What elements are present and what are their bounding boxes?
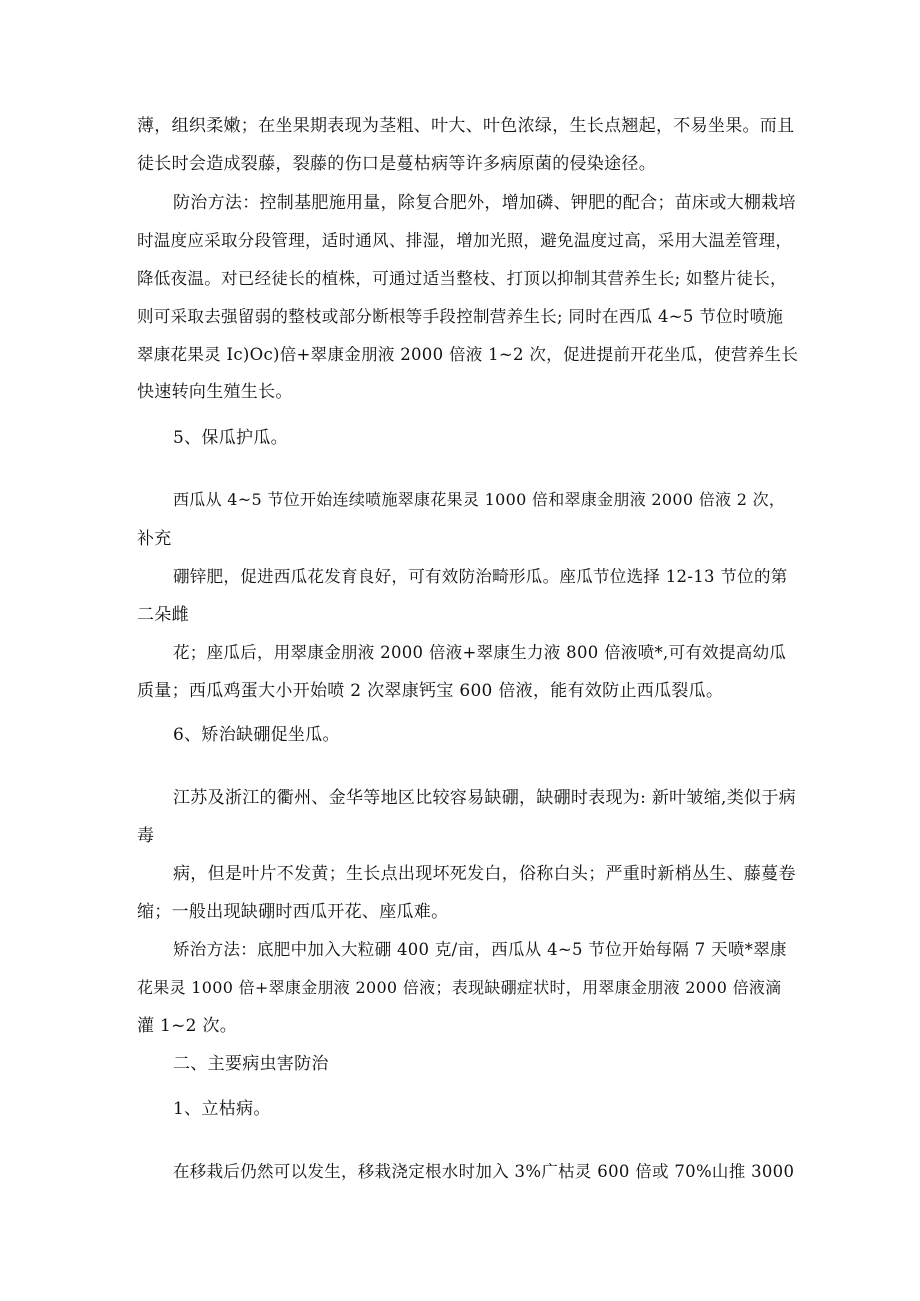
text-line: 毒: [137, 826, 155, 846]
paragraph-line: 防治方法：控制基肥施用量，除复合肥外，增加磷、钾肥的配合；苗床或大棚栽培: [173, 193, 796, 213]
paragraph-line: 矫治方法：底肥中加入大粒硼 400 克/亩，西瓜从 4~5 节位开始每隔 7 天喷*翠康: [173, 940, 787, 959]
paragraph-line: 江苏及浙江的衢州、金华等地区比较容易缺硼，缺硼时表现为: 新叶皱缩,类似于病: [173, 788, 796, 808]
paragraph-line: 在移栽后仍然可以发生，移栽浇定根水时加入 3%广枯灵 600 倍或 70%山推 3000: [173, 1162, 795, 1181]
text-line: 徒长时会造成裂藤，裂藤的伤口是蔓枯病等许多病原菌的侵染途径。: [137, 154, 656, 174]
paragraph-line: 病，但是叶片不发黄；生长点出现坏死发白，俗称白头；严重时新梢丛生、藤蔓卷: [173, 864, 796, 884]
text-line: 花果灵 1000 倍+翠康金朋液 2000 倍液；表现缺硼症状时，用翠康金朋液 2000 倍液滴: [137, 978, 782, 997]
paragraph-line: 西瓜从 4~5 节位开始连续喷施翠康花果灵 1000 倍和翠康金朋液 2000 倍液 2 次，: [173, 490, 786, 509]
text-line: 降低夜温。对已经徒长的植株，可通过适当整枝、打顶以抑制其营养生长; 如整片徒长，: [137, 269, 787, 288]
text-line: 时温度应采取分段管理，适时通风、排湿，增加光照，避免温度过高，采用大温差管理，: [137, 231, 793, 250]
text-line: 快速转向生殖生长。: [137, 382, 293, 402]
text-line: 则可采取去强留弱的整枝或部分断根等手段控制营养生长; 同时在西瓜 4~5 节位时喷施: [137, 307, 784, 326]
text-line: 质量；西瓜鸡蛋大小开始喷 2 次翠康钙宝 600 倍液，能有效防止西瓜裂瓜。: [137, 681, 724, 701]
text-line: 补充: [137, 529, 172, 549]
section-heading: 5、保瓜护瓜。: [173, 428, 288, 448]
text-line: 薄，组织柔嫩；在坐果期表现为茎粗、叶大、叶色浓绿，生长点翘起，不易坐果。而且: [137, 116, 795, 136]
text-line: 翠康花果灵 Ic)Oc)倍+翠康金朋液 2000 倍液 1~2 次，促进提前开花坐瓜，使营养生长: [137, 345, 799, 364]
text-line: 二朵雌: [137, 605, 189, 625]
section-heading: 1、立枯病。: [173, 1099, 271, 1119]
paragraph-line: 花；座瓜后，用翠康金朋液 2000 倍液+翠康生力液 800 倍液喷*,可有效提高幼瓜: [173, 643, 787, 662]
paragraph-line: 硼锌肥，促进西瓜花发育良好，可有效防治畸形瓜。座瓜节位选择 12-13 节位的第: [173, 567, 788, 586]
section-heading: 二、主要病虫害防治: [173, 1054, 329, 1074]
text-line: 缩；一般出现缺硼时西瓜开花、座瓜难。: [137, 902, 449, 922]
text-line: 灌 1~2 次。: [137, 1016, 238, 1036]
section-heading: 6、矫治缺硼促坐瓜。: [173, 725, 340, 745]
